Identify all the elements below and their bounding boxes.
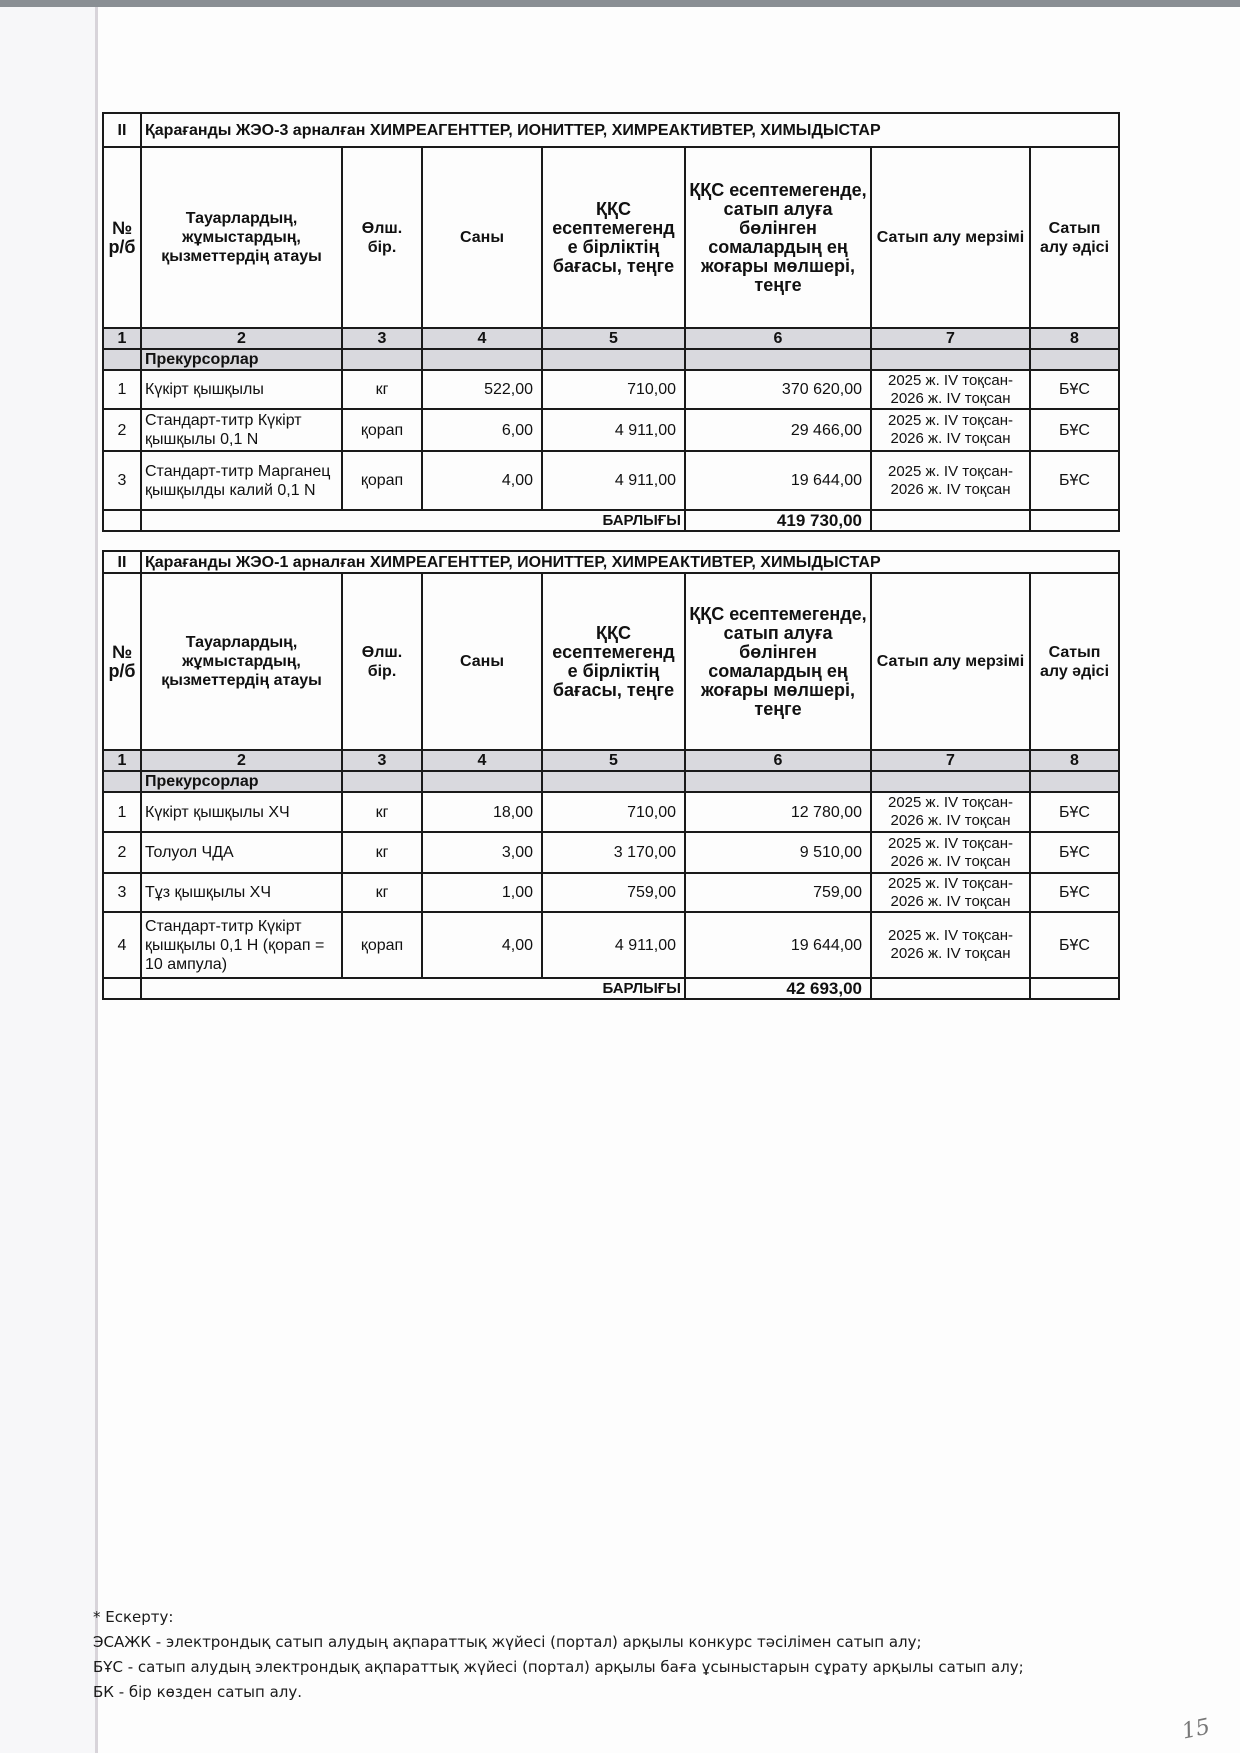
header-period: Сатып алу мерзімі — [871, 573, 1030, 750]
footnote-line: БК - бір көзден сатып алу. — [93, 1683, 303, 1701]
header-no: № р/б — [103, 573, 141, 750]
row-period: 2025 ж. IV тоқсан- 2026 ж. IV тоқсан — [871, 370, 1030, 409]
row-no: 1 — [103, 370, 141, 409]
procurement-table-zheo1 — [102, 550, 1120, 1000]
row-name: Стандарт-титр Күкірт қышқылы 0,1 N — [141, 409, 342, 451]
header-method: Сатып алу әдісі — [1030, 573, 1119, 750]
scan-top-edge — [0, 0, 1240, 7]
row-qty: 6,00 — [422, 409, 542, 451]
row-qty: 18,00 — [422, 792, 542, 832]
category-row — [103, 349, 1119, 370]
row-unit: қорап — [342, 451, 422, 510]
total-value: 42 693,00 — [685, 978, 871, 999]
row-method: БҰС — [1030, 832, 1119, 873]
col-num: 5 — [542, 750, 685, 771]
row-no: 3 — [103, 873, 141, 912]
table-row — [103, 792, 1119, 832]
col-num: 4 — [422, 750, 542, 771]
header-max-sum: ҚҚС есептемегенде, сатып алуға бөлінген сомалардың ең жоғары мөлшері, теңге — [685, 147, 871, 328]
category-label: Прекурсорлар — [141, 349, 342, 370]
row-price: 3 170,00 — [542, 832, 685, 873]
footnote-heading: * Ескерту: — [93, 1608, 174, 1626]
row-period: 2025 ж. IV тоқсан- 2026 ж. IV тоқсан — [871, 912, 1030, 978]
table-row — [103, 370, 1119, 409]
col-num: 6 — [685, 750, 871, 771]
total-value: 419 730,00 — [685, 510, 871, 531]
row-no: 2 — [103, 409, 141, 451]
col-num: 2 — [141, 750, 342, 771]
table-title: Қарағанды ЖЭО-3 арналған ХИМРЕАГЕНТТЕР, ИОНИТТЕР, ХИМРЕАКТИВТЕР, ХИМЫДЫСТАР — [141, 113, 1119, 147]
empty-cell — [342, 349, 422, 370]
handwritten-page-number: 15 — [1179, 1714, 1213, 1745]
category-row — [103, 771, 1119, 792]
row-unit: кг — [342, 370, 422, 409]
row-method: БҰС — [1030, 409, 1119, 451]
header-unit-price: ҚҚС есептемегенд е бірліктің бағасы, теңге — [542, 573, 685, 750]
empty-cell — [542, 771, 685, 792]
row-sum: 12 780,00 — [685, 792, 871, 832]
col-num: 1 — [103, 328, 141, 349]
empty-cell — [103, 510, 141, 531]
row-sum: 9 510,00 — [685, 832, 871, 873]
scan-fold-line — [95, 7, 98, 1753]
footnote-line: БҰС - сатып алудың электрондық ақпараттық жүйесі (портал) арқылы баға ұсыныстарын сұрату арқылы сатып алу; — [93, 1658, 1024, 1676]
row-name: Күкірт қышқылы ХЧ — [141, 792, 342, 832]
row-unit: қорап — [342, 409, 422, 451]
col-num: 7 — [871, 328, 1030, 349]
row-unit: кг — [342, 873, 422, 912]
header-max-sum: ҚҚС есептемегенде, сатып алуға бөлінген сомалардың ең жоғары мөлшері, теңге — [685, 573, 871, 750]
empty-cell — [685, 349, 871, 370]
row-price: 4 911,00 — [542, 912, 685, 978]
total-label: БАРЛЫҒЫ — [141, 510, 685, 531]
column-number-row — [103, 328, 1119, 349]
section-number: II — [103, 551, 141, 573]
col-num: 8 — [1030, 328, 1119, 349]
empty-cell — [103, 978, 141, 999]
row-price: 4 911,00 — [542, 451, 685, 510]
header-period: Сатып алу мерзімі — [871, 147, 1030, 328]
empty-cell — [871, 349, 1030, 370]
col-num: 8 — [1030, 750, 1119, 771]
row-sum: 370 620,00 — [685, 370, 871, 409]
footnote — [93, 1605, 1024, 1705]
row-price: 710,00 — [542, 370, 685, 409]
header-qty: Саны — [422, 573, 542, 750]
empty-cell — [103, 349, 141, 370]
row-qty: 4,00 — [422, 912, 542, 978]
category-label: Прекурсорлар — [141, 771, 342, 792]
row-method: БҰС — [1030, 792, 1119, 832]
col-num: 7 — [871, 750, 1030, 771]
row-no: 2 — [103, 832, 141, 873]
row-name: Стандарт-титр Марганец қышқылды калий 0,1 N — [141, 451, 342, 510]
table-row — [103, 873, 1119, 912]
col-num: 1 — [103, 750, 141, 771]
header-unit: Өлш. бір. — [342, 147, 422, 328]
empty-cell — [1030, 349, 1119, 370]
row-sum: 19 644,00 — [685, 912, 871, 978]
total-row — [103, 978, 1119, 999]
header-unit: Өлш. бір. — [342, 573, 422, 750]
empty-cell — [422, 349, 542, 370]
row-unit: кг — [342, 792, 422, 832]
table-row — [103, 451, 1119, 510]
header-qty: Саны — [422, 147, 542, 328]
row-period: 2025 ж. IV тоқсан- 2026 ж. IV тоқсан — [871, 792, 1030, 832]
empty-cell — [422, 771, 542, 792]
row-sum: 29 466,00 — [685, 409, 871, 451]
row-method: БҰС — [1030, 370, 1119, 409]
header-unit-price: ҚҚС есептемегенд е бірліктің бағасы, теңге — [542, 147, 685, 328]
row-method: БҰС — [1030, 912, 1119, 978]
row-sum: 759,00 — [685, 873, 871, 912]
empty-cell — [1030, 978, 1119, 999]
total-row — [103, 510, 1119, 531]
row-method: БҰС — [1030, 873, 1119, 912]
col-num: 3 — [342, 750, 422, 771]
scan-margin — [0, 7, 95, 1753]
row-unit: кг — [342, 832, 422, 873]
row-qty: 522,00 — [422, 370, 542, 409]
row-method: БҰС — [1030, 451, 1119, 510]
row-qty: 4,00 — [422, 451, 542, 510]
empty-cell — [871, 771, 1030, 792]
table-row — [103, 832, 1119, 873]
col-num: 6 — [685, 328, 871, 349]
row-no: 4 — [103, 912, 141, 978]
empty-cell — [871, 978, 1030, 999]
row-qty: 1,00 — [422, 873, 542, 912]
empty-cell — [342, 771, 422, 792]
row-name: Күкірт қышқылы — [141, 370, 342, 409]
row-name: Толуол ЧДА — [141, 832, 342, 873]
row-period: 2025 ж. IV тоқсан- 2026 ж. IV тоқсан — [871, 409, 1030, 451]
section-number: II — [103, 113, 141, 147]
row-no: 1 — [103, 792, 141, 832]
table-title: Қарағанды ЖЭО-1 арналған ХИМРЕАГЕНТТЕР, ИОНИТТЕР, ХИМРЕАКТИВТЕР, ХИМЫДЫСТАР — [141, 551, 1119, 573]
empty-cell — [1030, 771, 1119, 792]
empty-cell — [871, 510, 1030, 531]
empty-cell — [542, 349, 685, 370]
row-price: 4 911,00 — [542, 409, 685, 451]
col-num: 5 — [542, 328, 685, 349]
row-price: 759,00 — [542, 873, 685, 912]
row-qty: 3,00 — [422, 832, 542, 873]
col-num: 3 — [342, 328, 422, 349]
row-sum: 19 644,00 — [685, 451, 871, 510]
empty-cell — [1030, 510, 1119, 531]
header-row — [103, 147, 1119, 328]
table-title-row — [103, 113, 1119, 147]
header-name: Тауарлардың, жұмыстардың, қызметтердің атауы — [141, 573, 342, 750]
header-name: Тауарлардың, жұмыстардың, қызметтердің атауы — [141, 147, 342, 328]
header-row — [103, 573, 1119, 750]
header-method: Сатып алу әдісі — [1030, 147, 1119, 328]
col-num: 2 — [141, 328, 342, 349]
row-period: 2025 ж. IV тоқсан- 2026 ж. IV тоқсан — [871, 451, 1030, 510]
row-price: 710,00 — [542, 792, 685, 832]
table-title-row — [103, 551, 1119, 573]
header-no: № р/б — [103, 147, 141, 328]
row-no: 3 — [103, 451, 141, 510]
row-period: 2025 ж. IV тоқсан- 2026 ж. IV тоқсан — [871, 832, 1030, 873]
footnote-line: ЭСАЖК - электрондық сатып алудың ақпараттық жүйесі (портал) арқылы конкурс тәсілімен сатып алу; — [93, 1633, 922, 1651]
column-number-row — [103, 750, 1119, 771]
row-unit: қорап — [342, 912, 422, 978]
table-row — [103, 409, 1119, 451]
procurement-table-zheo3 — [102, 112, 1120, 532]
table-row — [103, 912, 1119, 978]
row-name: Стандарт-титр Күкірт қышқылы 0,1 Н (қорап = 10 ампула) — [141, 912, 342, 978]
empty-cell — [103, 771, 141, 792]
empty-cell — [685, 771, 871, 792]
col-num: 4 — [422, 328, 542, 349]
row-period: 2025 ж. IV тоқсан- 2026 ж. IV тоқсан — [871, 873, 1030, 912]
row-name: Тұз қышқылы ХЧ — [141, 873, 342, 912]
total-label: БАРЛЫҒЫ — [141, 978, 685, 999]
